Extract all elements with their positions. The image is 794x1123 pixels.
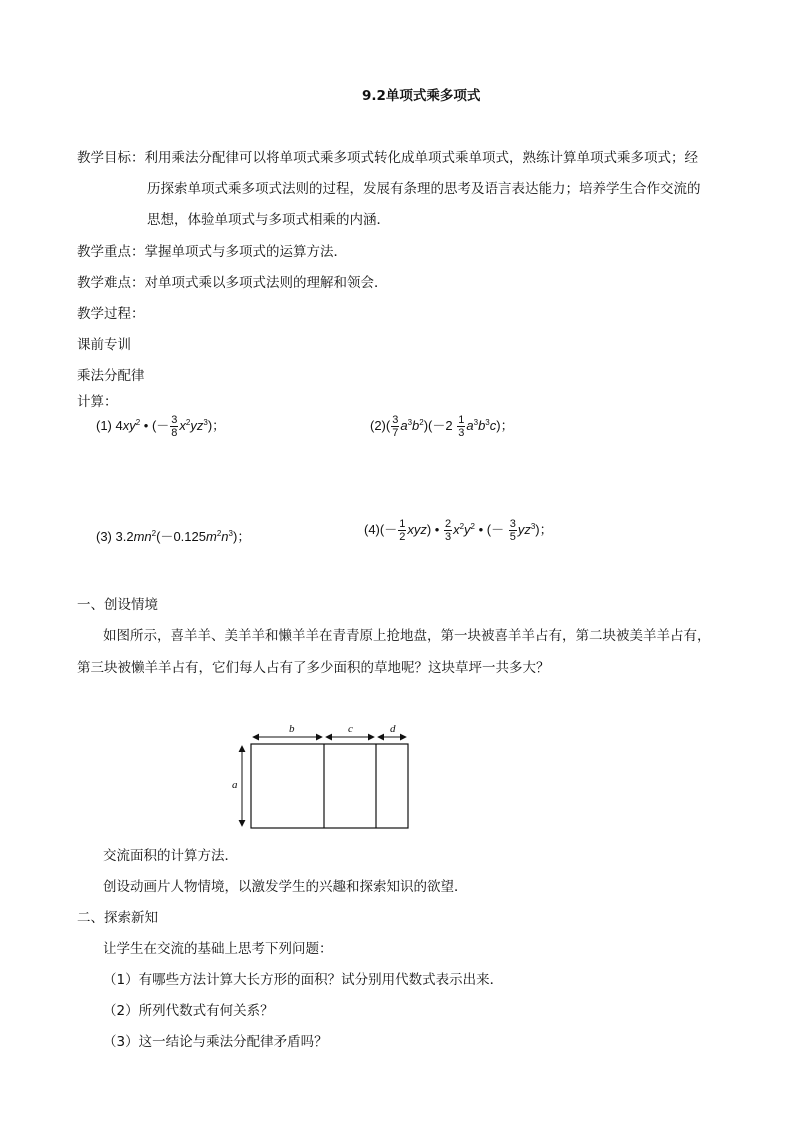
fraction: $\frac{1}{3}$ — [458, 414, 465, 439]
problem-2: (2)( $\frac{3}{7}$ $a^3b^2)(-2$ $\frac{1}{3}$ $a^3b^3c$)； — [370, 414, 514, 439]
section-2-intro: 让学生在交流的基础上思考下列问题： — [103, 941, 333, 957]
problem-1-index: (1) 4 — [96, 417, 123, 433]
compute-label: 计算： — [77, 394, 118, 410]
fraction: $\frac{3}{5}$ — [509, 518, 516, 543]
section-1-para-1: 如图所示，喜羊羊、美羊羊和懒羊羊在青青原上抢地盘，第一块被喜羊羊占有，第二块被美羊羊占有， — [103, 628, 711, 644]
fraction: $\frac{3}{7}$ — [392, 414, 399, 439]
fraction: $\frac{2}{3}$ — [444, 518, 452, 543]
label-a: a — [232, 779, 238, 791]
page-title: 9.2单项式乘多项式 — [362, 88, 481, 104]
pre-class-label: 课前专训 — [77, 337, 131, 353]
problem-4-index: (4)( — [364, 521, 385, 537]
problem-3-index: (3) 3.2 — [96, 529, 134, 544]
section-1-heading: 一、创设情境 — [77, 597, 158, 613]
goals-line-2: 历探索单项式乘多项式法则的过程，发展有条理的思考及语言表达能力；培养学生合作交流的 — [147, 181, 701, 197]
key-point: 教学重点：掌握单项式与多项式的运算方法． — [77, 244, 347, 260]
difficulty: 教学难点：对单项式乘以多项式法则的理解和领会． — [77, 275, 388, 291]
goals-line-1 — [77, 146, 698, 166]
outer-rectangle — [251, 744, 408, 828]
problem-3: (3) $3.2mn^2(-0.125m^2n^3)$； — [96, 529, 251, 544]
question-3: （3）这一结论与乘法分配律矛盾吗？ — [103, 1034, 328, 1050]
label-d: d — [390, 723, 396, 735]
goals-text-1: 利用乘法分配律可以将单项式乘多项式转化成单项式乘单项式，熟练计算单项式乘多项式；经 — [144, 150, 698, 166]
problem-2-index: (2)( — [370, 417, 391, 433]
label-b: b — [289, 723, 295, 735]
rectangle-figure — [218, 716, 424, 832]
label-c: c — [348, 723, 353, 735]
goals-label: 教学目标： — [77, 150, 145, 166]
section-1-para-2: 第三块被懒羊羊占有，它们每人占有了多少面积的草地呢？这块草坪一共多大？ — [77, 660, 550, 676]
process-label: 教学过程： — [77, 306, 145, 322]
create-text: 创设动画片人物情境，以激发学生的兴趣和探索知识的欲望． — [103, 879, 468, 895]
exchange-text: 交流面积的计算方法． — [103, 848, 238, 864]
problem-4: (4)(－ $\frac{1}{2}$ xyz) • $\frac{2}{3}$ $x^2y^2$ • (－ $\frac{3}{5}$ $yz^3$)； — [364, 518, 553, 543]
fraction: $\frac{1}{2}$ — [399, 518, 406, 543]
goals-line-3: 思想，体验单项式与多项式相乘的内涵． — [147, 212, 390, 228]
distributive-label: 乘法分配律 — [77, 368, 145, 384]
section-2-heading: 二、探索新知 — [77, 910, 158, 926]
problem-1: (1) $4xy^2$ • (－ $\frac{3}{8}$ $x^2yz^3$)； — [96, 414, 226, 439]
question-2: （2）所列代数式有何关系？ — [103, 1003, 274, 1019]
question-1: （1）有哪些方法计算大长方形的面积？试分别用代数式表示出来． — [103, 972, 504, 988]
fraction: $\frac{3}{8}$ — [171, 414, 178, 439]
